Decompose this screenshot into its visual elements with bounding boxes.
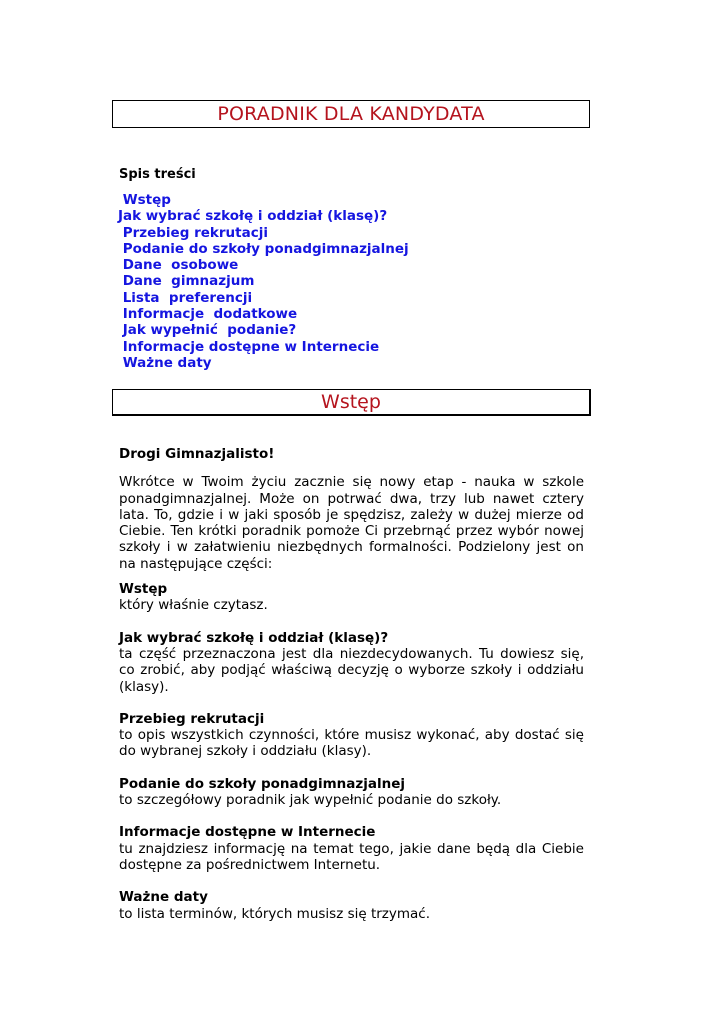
part-text: tu znajdziesz informację na temat tego, jakie dane będą dla Ciebie dostępne za pośrednictwem Internetu. <box>119 840 584 873</box>
part-description <box>119 711 584 760</box>
document-title: PORADNIK DLA KANDYDATA <box>112 100 590 128</box>
part-text: to opis wszystkich czynności, które musisz wykonać, aby dostać się do wybranej szkoły i oddziału (klasy). <box>119 727 584 760</box>
toc-link-wstep[interactable]: Wstęp <box>118 192 171 208</box>
part-text: to szczegółowy poradnik jak wypełnić podanie do szkoły. <box>119 792 502 809</box>
part-text: ta część przeznaczona jest dla niezdecydowanych. Tu dowiesz się, co zrobić, aby podjąć właściwą decyzję o wyborze szkoły i oddziału (klasy). <box>119 645 584 695</box>
part-description <box>119 630 584 695</box>
intro-paragraph: Wkrótce w Twoim życiu zacznie się nowy etap - nauka w szkole ponadgimnazjalnej. Może on potrwać dwa, trzy lub nawet cztery lata. To, gdzie i w jaki sposób je spędzisz, zależy w dużej mierze od Ciebie. Ten krótki poradnik pomoże Ci przebrnąć przez wybór nowej szkoły i w załatwieniu niezbędnych formalności. Podzielony jest on na następujące części: <box>119 474 584 572</box>
part-heading: Jak wybrać szkołę i oddział (klasę)? <box>119 629 389 646</box>
part-text: to lista terminów, których musisz się trzymać. <box>119 905 431 922</box>
toc-link-informacje-dodatkowe[interactable]: Informacje dodatkowe <box>118 306 298 323</box>
part-heading: Informacje dostępne w Internecie <box>119 824 376 841</box>
toc-link-jak-wypelnic[interactable]: Jak wypełnić podanie? <box>118 322 297 339</box>
toc-link-lista-preferencji[interactable]: Lista preferencji <box>118 289 253 306</box>
part-description <box>119 581 584 614</box>
table-of-contents <box>118 192 409 371</box>
section-content <box>119 446 584 938</box>
toc-link-przebieg-rekrutacji[interactable]: Przebieg rekrutacji <box>118 224 268 241</box>
part-heading: Przebieg rekrutacji <box>119 710 265 727</box>
toc-link-jak-wybrac[interactable]: Jak wybrać szkołę i oddział (klasę)? <box>118 208 388 225</box>
part-text: który właśnie czytasz. <box>119 597 268 614</box>
part-heading: Podanie do szkoły ponadgimnazjalnej <box>119 775 405 792</box>
toc-link-dane-osobowe[interactable]: Dane osobowe <box>118 257 239 274</box>
toc-link-dane-gimnazjum[interactable]: Dane gimnazjum <box>118 273 255 290</box>
section-title: Wstęp <box>112 389 591 416</box>
toc-link-wazne-daty[interactable]: Ważne daty <box>118 354 212 371</box>
part-description <box>119 889 584 922</box>
part-heading: Ważne daty <box>119 889 208 906</box>
toc-link-podanie[interactable]: Podanie do szkoły ponadgimnazjalnej <box>118 240 409 257</box>
toc-link-informacje-internet[interactable]: Informacje dostępne w Internecie <box>118 338 380 355</box>
part-description <box>119 824 584 873</box>
toc-heading: Spis treści <box>119 167 196 182</box>
part-heading: Wstęp <box>119 581 168 598</box>
part-description <box>119 776 584 809</box>
greeting: Drogi Gimnazjalisto! <box>119 446 275 462</box>
